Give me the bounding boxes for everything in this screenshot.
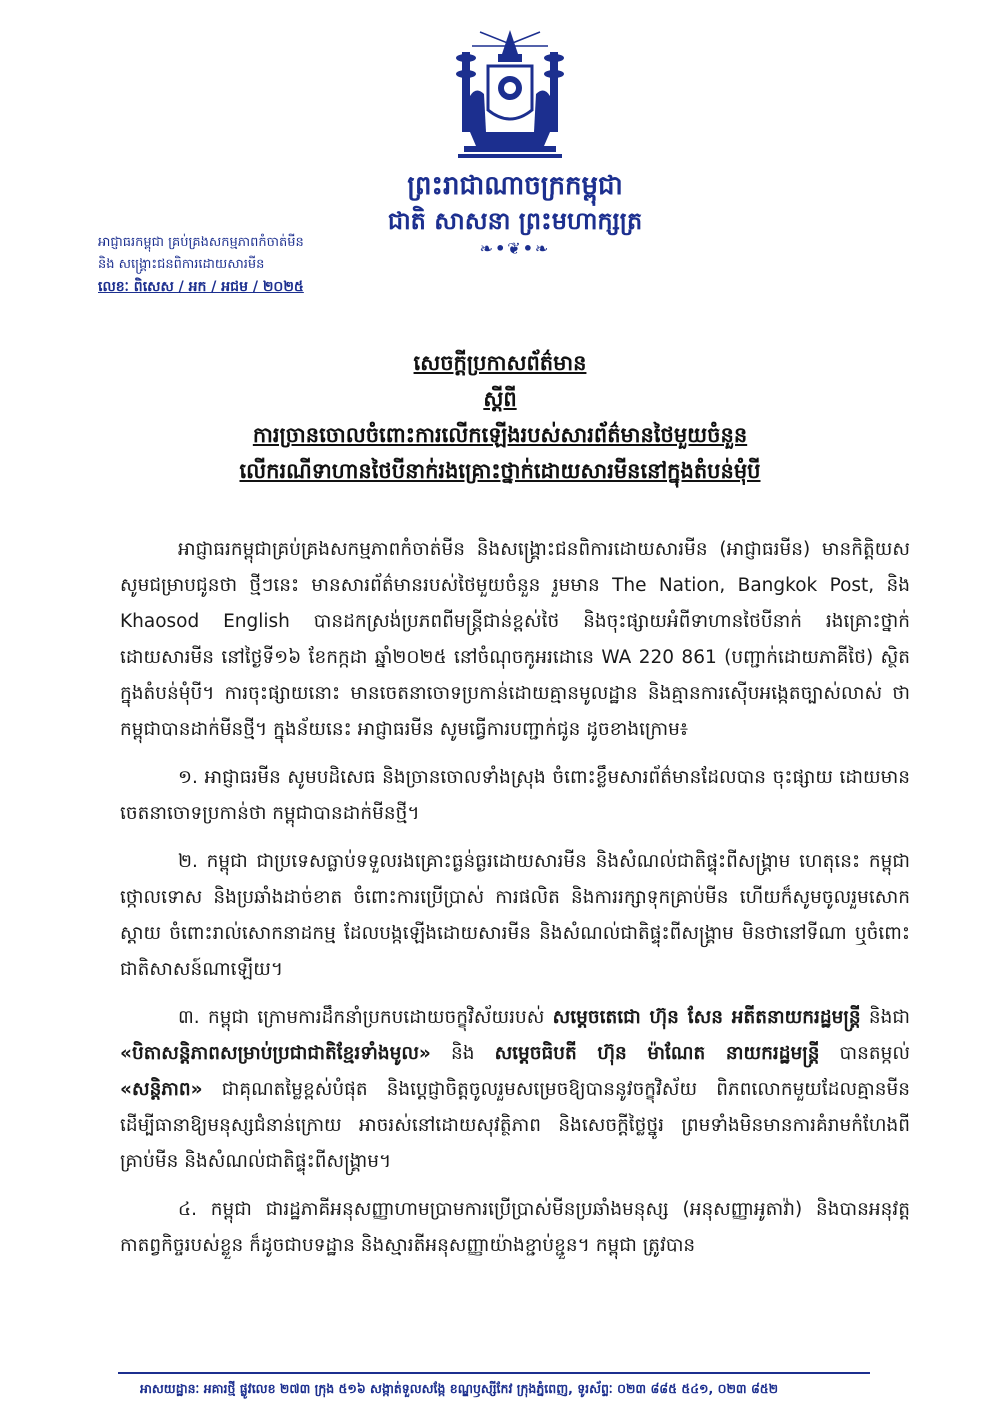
- point-3-text-f: ជាគុណតម្លៃខ្ពស់បំផុត និងប្តេជ្ញាចិត្តចូលរួមសម្រេចឱ្យបាននូវចក្ខុវិស័យ ពិភពលោកមួយដែលគ្មានមីន ដើម្បីធានាឱ្យមនុស្សជំនាន់ក្រោយ អាចរស់នៅដោយសុវត្ថិភាព និងសេចក្តីថ្លៃថ្នូរ ព្រមទាំងមិនមានការគំរាមកំហែងពីគ្រាប់មីន និងសំណល់ជាតិផ្ទុះពីសង្គ្រាម។: [120, 1079, 910, 1172]
- point-3-bold-2: «បិតាសន្តិភាពសម្រាប់ប្រជាជាតិខ្មែរទាំងមូល»: [120, 1043, 431, 1064]
- point-1-paragraph: ១. អាជ្ញាធរមីន សូមបដិសេធ និងច្រានចោលទាំងស្រុង ចំពោះខ្លឹមសារព័ត៌មានដែលបាន ចុះផ្សាយ ដោយមានចេតនាចោទប្រកាន់ថា កម្ពុជាបានដាក់មីនថ្មី។: [120, 767, 910, 824]
- ornament-divider: ❧•❦•❧: [479, 239, 551, 258]
- title-line-3: ការច្រានចោលចំពោះការលើកឡើងរបស់សារព័ត៌មានថៃមួយចំនួន: [252, 423, 748, 447]
- point-3-text-e: បានតម្កល់: [819, 1043, 911, 1064]
- royal-emblem-icon: [440, 24, 580, 164]
- point-4-paragraph: ៤. កម្ពុជា ជារដ្ឋភាគីអនុសញ្ញាហាមប្រាមការប្រើប្រាស់មីនប្រឆាំងមនុស្ស (អនុសញ្ញាអូតាវ៉ា) និងបានអនុវត្តកាតព្វកិច្ចរបស់ខ្លួន ក៏ដូចជាបទដ្ឋាន និងស្មារតីអនុសញ្ញាយ៉ាងខ្ជាប់ខ្ជួន។ កម្ពុជា ត្រូវបាន: [120, 1199, 910, 1256]
- national-motto: ជាតិ សាសនា ព្រះមហាក្សត្រ: [387, 207, 643, 235]
- point-3-text-c: និងជា: [860, 1007, 911, 1028]
- document-body: [120, 532, 910, 1276]
- point-3-bold-1: សម្តេចតេជោ ហ៊ុន សែន អតីតនាយករដ្ឋមន្ត្រី: [552, 1007, 861, 1028]
- point-3-text-d: និង: [430, 1043, 495, 1064]
- document-title: [120, 345, 880, 489]
- title-line-1: សេចក្តីប្រកាសព័ត៌មាន: [413, 351, 587, 375]
- point-3-paragraph: [120, 1000, 910, 1180]
- issuing-authority: [98, 232, 378, 298]
- point-3-bold-4: «សន្តិភាព»: [120, 1079, 203, 1100]
- authority-name-line2: និង សង្គ្រោះជនពិការដោយសារមីន: [98, 257, 265, 272]
- point-3-bold-3: សម្តេចធិបតី ហ៊ុន ម៉ាណែត នាយករដ្ឋមន្ត្រី: [494, 1043, 820, 1064]
- authority-name-line1: អាជ្ញាធរកម្ពុជា គ្រប់គ្រងសកម្មភាពកំចាត់មីន: [98, 235, 304, 250]
- kingdom-name: ព្រះរាជាណាចក្រកម្ពុជា: [407, 171, 623, 201]
- footer-address: អាសយដ្ឋានៈ អគារថ្មី ផ្លូវលេខ ២៧៣ ក្រុង ៥១៦ សង្កាត់ទួលសង្កែ ខណ្ឌឫស្សីកែវ ក្រុងភ្នំពេញ, ទូរស័ព្ទៈ ០២៣ ៨៨៥ ៥៤១, ០២៣ ៨៥២: [140, 1381, 779, 1396]
- footer-divider: [118, 1372, 870, 1374]
- intro-paragraph: អាជ្ញាធរកម្ពុជាគ្រប់គ្រងសកម្មភាពកំចាត់មីន និងសង្គ្រោះជនពិការដោយសារមីន (អាជ្ញាធរមីន) មានកិត្តិយសសូមជម្រាបជូនថា ថ្មីៗនេះ មានសារព័ត៌មានរបស់ថៃមួយចំនួន រួមមាន The Nation, Bangkok Post, និង Khaosod English បានដកស្រង់ប្រភពពីមន្ត្រីជាន់ខ្ពស់ថៃ និងចុះផ្សាយអំពីទាហានថៃបីនាក់ រងគ្រោះថ្នាក់ដោយសារមីន នៅថ្ងៃទី១៦ ខែកក្កដា ឆ្នាំ២០២៥ នៅចំណុចកូអរដោនេ WA 220 861 (បញ្ជាក់ដោយភាគីថៃ) ស្ថិតក្នុងតំបន់មុំបី។ ការចុះផ្សាយនោះ មានចេតនាចោទប្រកាន់ដោយគ្មានមូលដ្ឋាន និងគ្មានការស៊ើបអង្កេតច្បាស់លាស់ ថាកម្ពុជាបានដាក់មីនថ្មី។ ក្នុងន័យនេះ អាជ្ញាធរមីន សូមធ្វើការបញ្ជាក់ជូន ដូចខាងក្រោម៖: [120, 539, 910, 740]
- reference-number: លេខៈ ពិសេស / អក / អជម / ២០២៥: [98, 279, 304, 295]
- point-3-text-a: ៣. កម្ពុជា ក្រោមការដឹកនាំប្រកបដោយចក្ខុវិស័យរបស់: [178, 1007, 553, 1028]
- point-2-paragraph: ២. កម្ពុជា ជាប្រទេសធ្លាប់ទទួលរងគ្រោះធ្ងន់ធ្ងរដោយសារមីន និងសំណល់ជាតិផ្ទុះពីសង្គ្រាម ហេតុនេះ កម្ពុជាថ្កោលទោស និងប្រឆាំងដាច់ខាត ចំពោះការប្រើប្រាស់ ការផលិត និងការរក្សាទុកគ្រាប់មីន ហើយក៏សូមចូលរួមសោកស្តាយ ចំពោះរាល់សោកនាដកម្ម ដែលបង្កឡើងដោយសារមីន និងសំណល់ជាតិផ្ទុះពីសង្គ្រាម មិនថានៅទីណា ឬចំពោះជាតិសាសន៍ណាឡើយ។: [120, 851, 910, 980]
- title-line-4: លើករណីទាហានថៃបីនាក់រងគ្រោះថ្នាក់ដោយសារមីននៅក្នុងតំបន់មុំបី: [239, 459, 761, 483]
- kingdom-header: [380, 168, 650, 260]
- title-line-2: ស្តីពី: [483, 387, 517, 411]
